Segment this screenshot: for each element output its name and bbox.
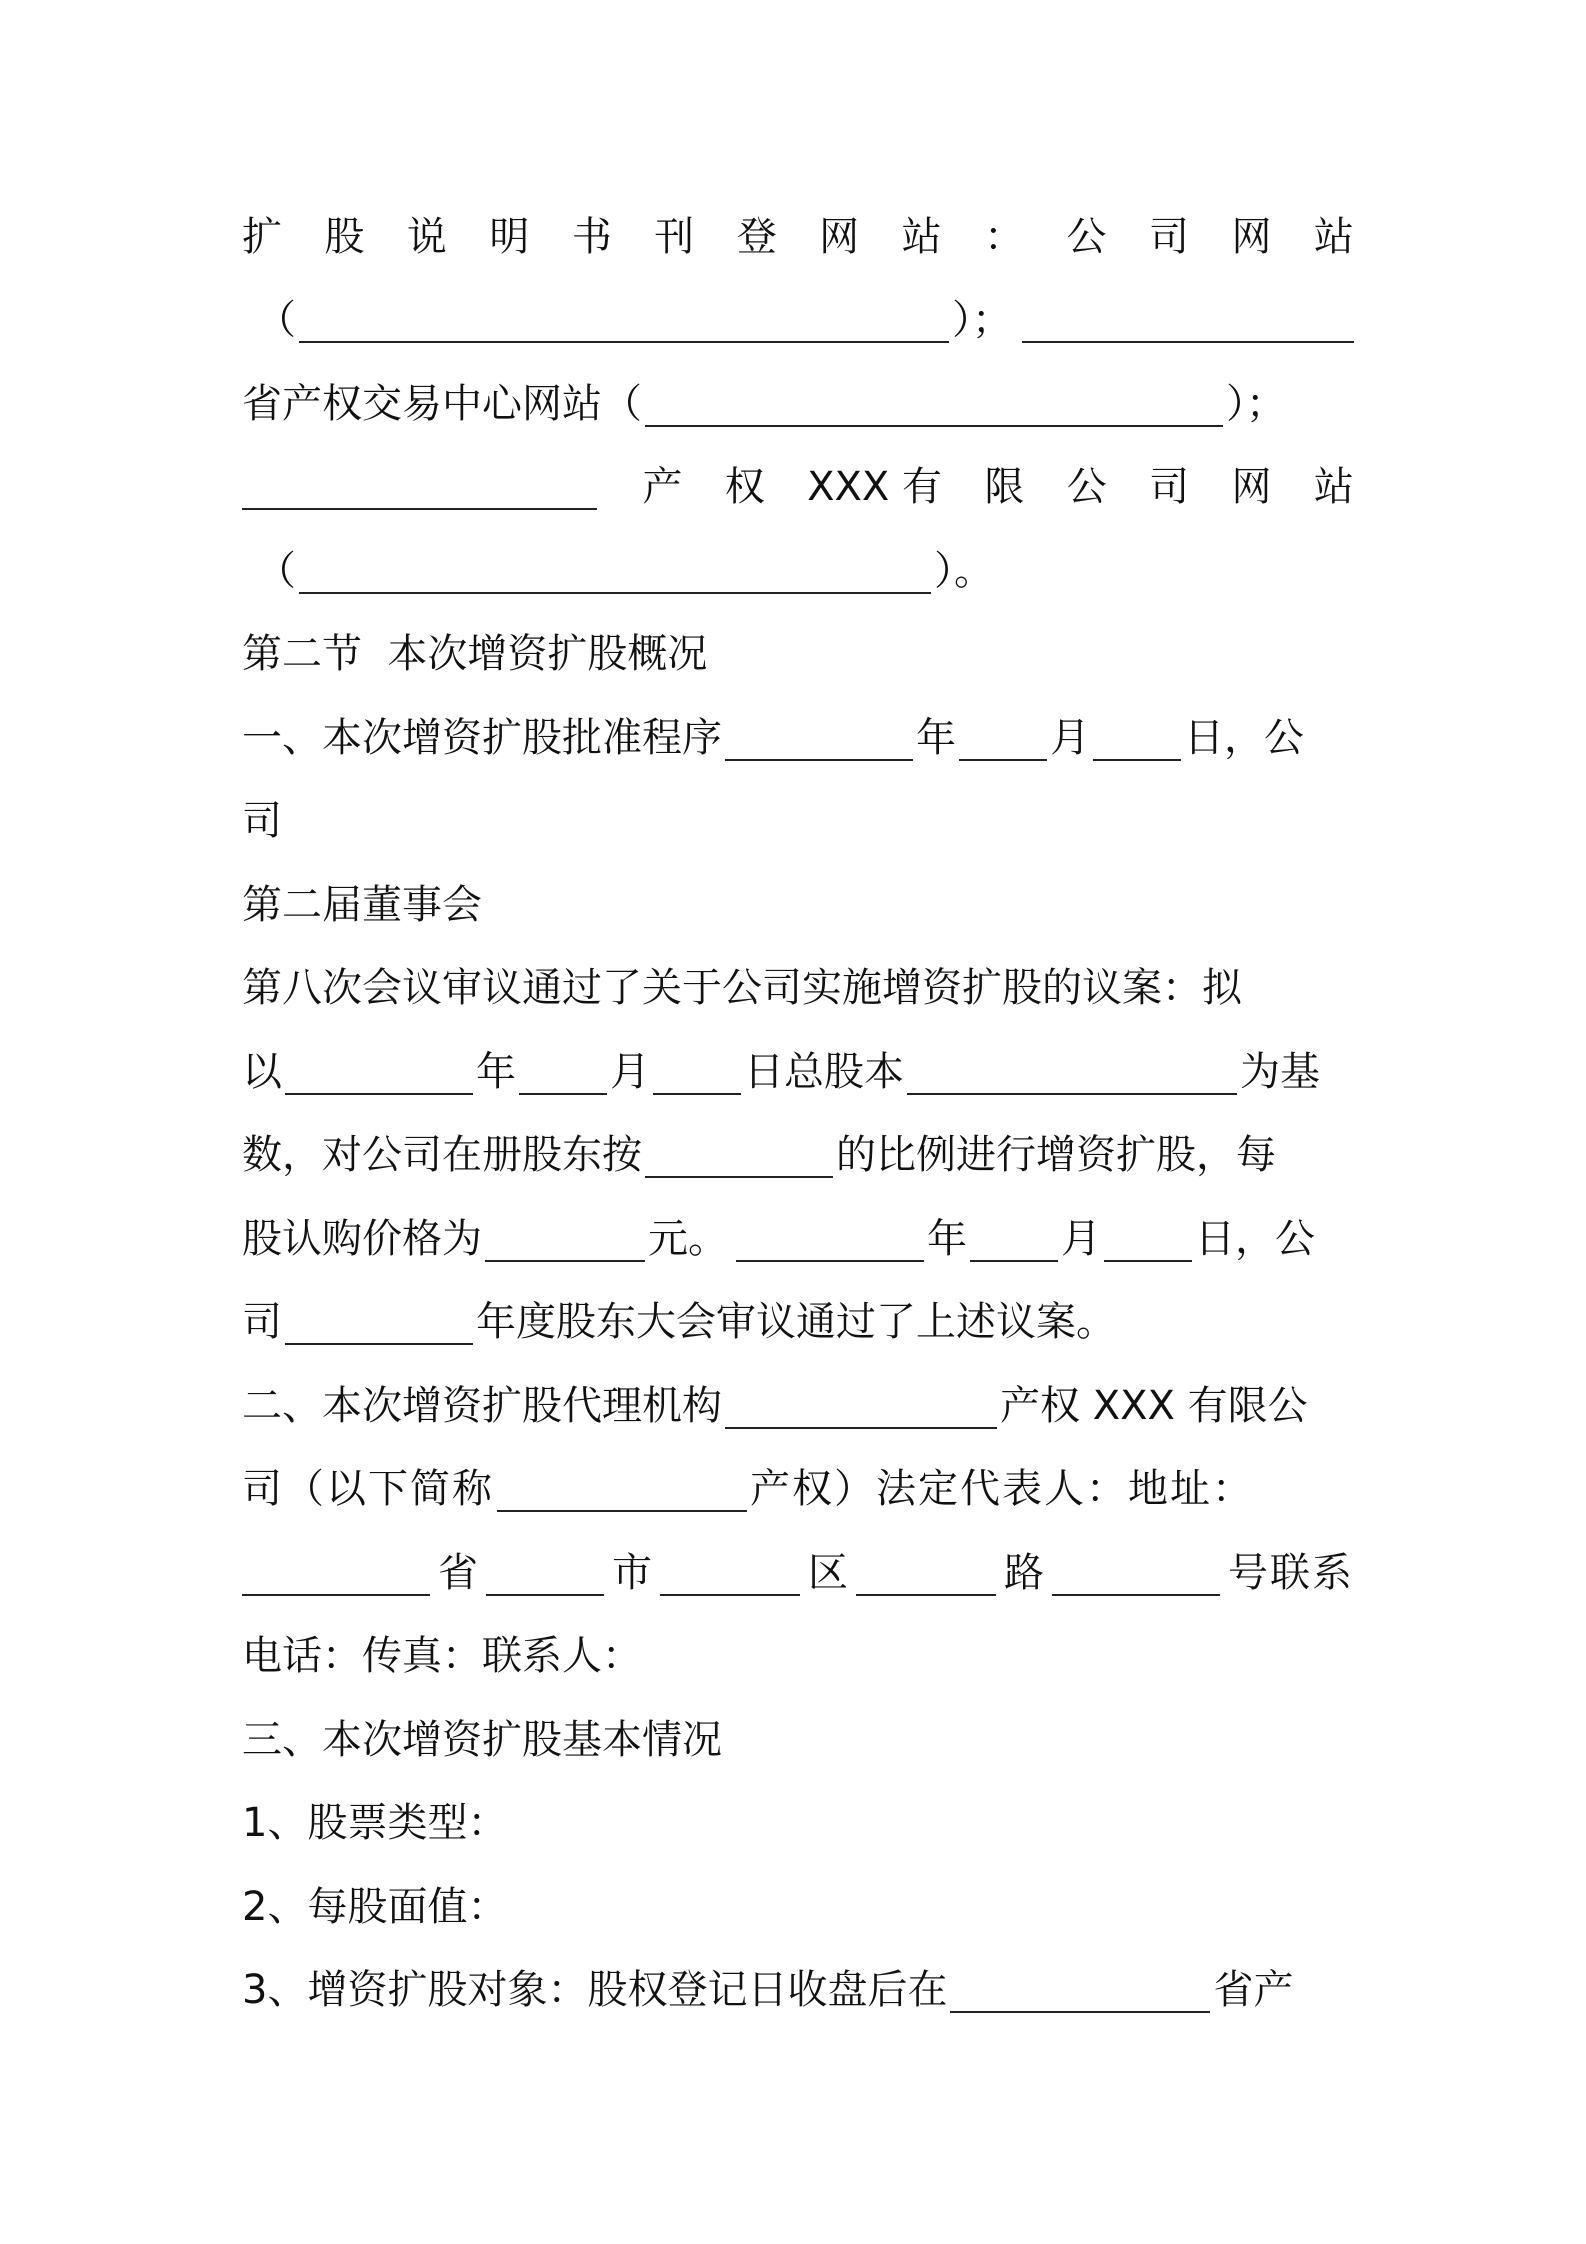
doc-line-company-website-blank (242, 279, 1354, 363)
doc-text: 刊 (654, 213, 695, 260)
doc-text: 登 (736, 213, 777, 260)
doc-text: 第二节 本次增资扩股概况 (242, 631, 708, 678)
doc-text: 省产 (1213, 1967, 1294, 2014)
doc-text: 产权 XXX 有限公 (1000, 1382, 1308, 1429)
doc-text: 1、股票类型： (242, 1800, 508, 1847)
doc-text: 产权）法定代表人：地址： (750, 1466, 1254, 1513)
doc-text: 年 (476, 1048, 516, 1095)
doc-text: 司（以下简称 (242, 1466, 494, 1513)
blank-field[interactable] (959, 723, 1047, 761)
doc-line-website-blank-close (242, 529, 1354, 613)
doc-text: 路 (1004, 1549, 1044, 1596)
doc-text: 日，公 (1184, 714, 1304, 761)
doc-text: 三、本次增资扩股基本情况 (242, 1716, 722, 1763)
blank-field[interactable] (242, 1558, 430, 1596)
doc-text: 月 (1050, 714, 1090, 761)
doc-text: 司 (1149, 464, 1190, 511)
doc-text: 电话：传真：联系人： (242, 1633, 642, 1680)
section-heading (242, 613, 1354, 697)
doc-line-agm (242, 1281, 1354, 1365)
doc-text: 区 (808, 1549, 848, 1596)
blank-field[interactable] (299, 556, 931, 594)
doc-line-agency-abbrev (242, 1448, 1354, 1532)
doc-text: 年 (927, 1215, 967, 1262)
doc-text: 站 (1313, 464, 1354, 511)
doc-text: 第八次会议审议通过了关于公司实施增资扩股的议案：拟 (242, 965, 1242, 1012)
blank-field[interactable] (1093, 723, 1181, 761)
doc-line-website-heading (242, 195, 1354, 279)
doc-text: 月 (610, 1048, 650, 1095)
doc-text: XXX 有 (807, 464, 943, 511)
doc-text: 股 (324, 213, 365, 260)
doc-text: 限 (984, 464, 1025, 511)
doc-text: 日，公 (1195, 1215, 1315, 1262)
doc-text: 数，对公司在册股东按 (242, 1132, 642, 1179)
doc-text: 明 (489, 213, 530, 260)
doc-text: 站 (901, 213, 942, 260)
blank-field[interactable] (519, 1057, 607, 1095)
doc-text: 市 (612, 1549, 652, 1596)
doc-text: 月 (1061, 1215, 1101, 1262)
doc-text: 站 (1313, 213, 1354, 260)
blank-field[interactable] (653, 1057, 741, 1095)
doc-text: 股认购价格为 (242, 1215, 482, 1262)
doc-text: （ (256, 547, 296, 594)
doc-text: 公 (1066, 213, 1107, 260)
blank-field[interactable] (736, 1224, 924, 1262)
doc-text: 司 (1148, 213, 1189, 260)
doc-text: 二、本次增资扩股代理机构 (242, 1382, 722, 1429)
blank-field[interactable] (486, 1558, 604, 1596)
doc-text: 扩 (242, 213, 282, 260)
section-heading (242, 1698, 1354, 1782)
doc-text: 网 (819, 213, 860, 260)
doc-text: 书 (571, 213, 612, 260)
doc-line-exchange-website (242, 362, 1354, 446)
doc-text: 年度股东大会审议通过了上述议案。 (476, 1299, 1116, 1346)
doc-line-subscription-price (242, 1197, 1354, 1281)
blank-field[interactable] (497, 1474, 747, 1512)
blank-field[interactable] (299, 305, 949, 343)
blank-field[interactable] (907, 1057, 1237, 1095)
doc-text: 网 (1231, 213, 1272, 260)
blank-field[interactable] (1022, 305, 1354, 343)
doc-line-contact (242, 1615, 1354, 1699)
doc-line-property-rights-website (242, 446, 1354, 530)
blank-field[interactable] (725, 723, 913, 761)
doc-text: 权 (724, 464, 765, 511)
doc-text: 省产权交易中心网站（ (242, 380, 642, 427)
doc-text: ）； (952, 297, 1012, 344)
doc-line-approval-procedure (242, 696, 1354, 780)
doc-text: 号联系 (1228, 1549, 1354, 1596)
doc-text: 年 (916, 714, 956, 761)
doc-line-ratio (242, 1114, 1354, 1198)
doc-text: 以 (242, 1048, 282, 1095)
doc-line-address (242, 1531, 1354, 1615)
blank-field[interactable] (645, 389, 1223, 427)
doc-text: 产 (642, 464, 683, 511)
blank-field[interactable] (485, 1224, 645, 1262)
doc-text: 网 (1231, 464, 1272, 511)
doc-text: 日总股本 (744, 1048, 904, 1095)
blank-field[interactable] (660, 1558, 800, 1596)
doc-text: 一、本次增资扩股批准程序 (242, 714, 722, 761)
blank-field[interactable] (242, 472, 597, 510)
blank-field[interactable] (285, 1057, 473, 1095)
doc-text: 的比例进行增资扩股，每 (836, 1132, 1276, 1179)
blank-field[interactable] (725, 1391, 997, 1429)
list-item (242, 1865, 1354, 1949)
doc-text: 元。 (648, 1215, 728, 1262)
doc-text: 省 (438, 1549, 478, 1596)
blank-field[interactable] (970, 1224, 1058, 1262)
doc-text: 3、增资扩股对象：股权登记日收盘后在 (242, 1967, 948, 2014)
doc-text: （ (256, 297, 296, 344)
doc-line-share-base (242, 1030, 1354, 1114)
list-item (242, 1949, 1354, 2033)
doc-text: 说 (406, 213, 447, 260)
doc-text: ）； (1226, 380, 1286, 427)
blank-field[interactable] (285, 1307, 473, 1345)
doc-line (242, 780, 1354, 864)
doc-text: ）。 (934, 547, 994, 594)
doc-line (242, 863, 1354, 947)
doc-line-agency (242, 1364, 1354, 1448)
blank-field[interactable] (856, 1558, 996, 1596)
document-page (242, 195, 1354, 2032)
blank-field[interactable] (1052, 1558, 1220, 1596)
doc-text: 司 (242, 1299, 282, 1346)
list-item (242, 1782, 1354, 1866)
blank-field[interactable] (645, 1140, 833, 1178)
doc-text: ： (984, 213, 1025, 260)
doc-text: 2、每股面值： (242, 1883, 508, 1930)
doc-line (242, 947, 1354, 1031)
blank-field[interactable] (950, 1975, 1210, 2013)
doc-text: 第二届董事会 (242, 881, 482, 928)
doc-text: 司 (242, 798, 282, 845)
blank-field[interactable] (1104, 1224, 1192, 1262)
doc-text: 为基 (1240, 1048, 1320, 1095)
doc-text: 公 (1066, 464, 1107, 511)
